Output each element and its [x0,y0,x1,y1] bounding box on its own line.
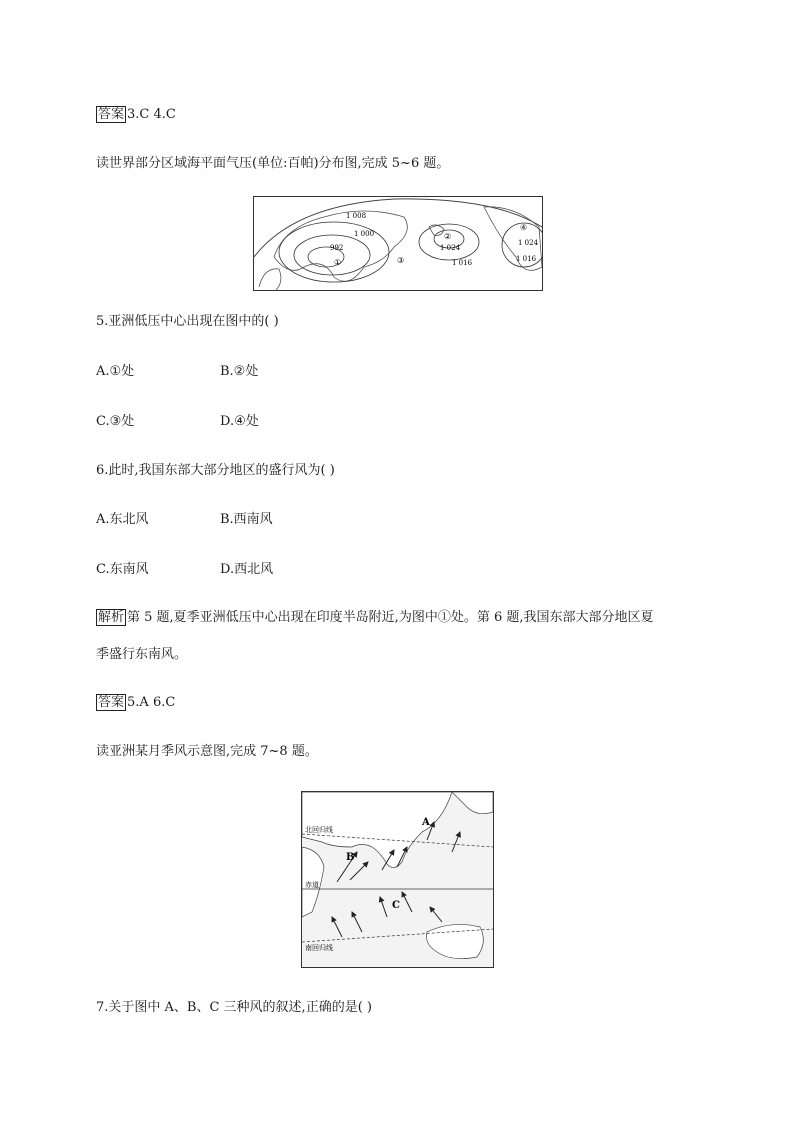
answer-tag: 答案 [98,695,125,710]
q6-option-c[interactable]: C.东南风 [96,562,149,577]
analysis-tag: 解析 [98,610,125,625]
answer-tag: 答案 [98,107,125,122]
pressure-map [253,196,543,291]
tropic-of-cancer-label: 北回归线 [305,826,333,834]
isobar-label: 1 008 [346,212,367,220]
answer-text: 5.A 6.C [127,695,176,710]
marker-label: ① [334,258,342,267]
monsoon-map [301,791,494,968]
q5-option-d[interactable]: D.④处 [220,414,259,429]
analysis-text-1: 第 5 题,夏季亚洲低压中心出现在印度半岛附近,为图中①处。第 6 题,我国东部大部分地区夏 [127,610,654,625]
marker-label: ② [444,232,452,241]
isobar-label: 1 024 [440,244,461,252]
intro-5-6: 读世界部分区域海平面气压(单位:百帕)分布图,完成 5~6 题。 [96,156,450,171]
wind-label-a: A [422,817,430,828]
monsoon-map-svg [302,792,493,967]
isobar-label: 1 024 [518,239,539,247]
wind-arrow [452,832,460,852]
isobar-label: 1 000 [354,230,375,238]
answer-text: 3.C 4.C [127,107,176,122]
question-7: 7.关于图中 A、B、C 三种风的叙述,正确的是( ) [96,1000,372,1015]
wind-label-c: C [392,900,400,911]
isobar-ring [294,235,370,275]
answer-line-2 [96,694,175,712]
wind-arrow [352,912,362,932]
q5-option-b[interactable]: B.②处 [220,364,259,379]
pressure-map-svg [254,197,542,290]
q6-option-b[interactable]: B.西南风 [220,512,273,527]
isobar-label: 1 016 [452,259,473,267]
wind-arrow [430,907,442,922]
australia-land [426,924,483,958]
q6-option-a[interactable]: A.东北风 [96,512,149,527]
question-5: 5.亚洲低压中心出现在图中的( ) [96,314,279,329]
north-land [452,792,493,814]
wind-arrow [332,917,342,937]
equator-label: 赤道 [305,881,319,889]
q5-option-a[interactable]: A.①处 [96,364,135,379]
isobar-ring [419,224,479,260]
wind-arrow [350,862,368,880]
question-6: 6.此时,我国东部大部分地区的盛行风为( ) [96,463,335,478]
intro-7-8: 读亚洲某月季风示意图,完成 7~8 题。 [96,744,318,759]
africa-outline [259,269,281,290]
wind-arrow [402,892,412,912]
marker-label: ③ [397,256,405,265]
isobar-label: 1 016 [516,255,537,263]
analysis-line-2: 季盛行东南风。 [96,647,188,662]
wind-label-b: B [346,852,355,863]
isobar-label: 992 [330,244,344,252]
tropic-of-capricorn-label: 南回归线 [305,944,333,952]
answer-line-1 [96,106,176,124]
wind-arrow [380,897,387,917]
q6-option-d[interactable]: D.西北风 [220,562,274,577]
marker-label: ④ [520,223,528,232]
q5-option-c[interactable]: C.③处 [96,414,135,429]
analysis-line-1 [96,609,654,627]
